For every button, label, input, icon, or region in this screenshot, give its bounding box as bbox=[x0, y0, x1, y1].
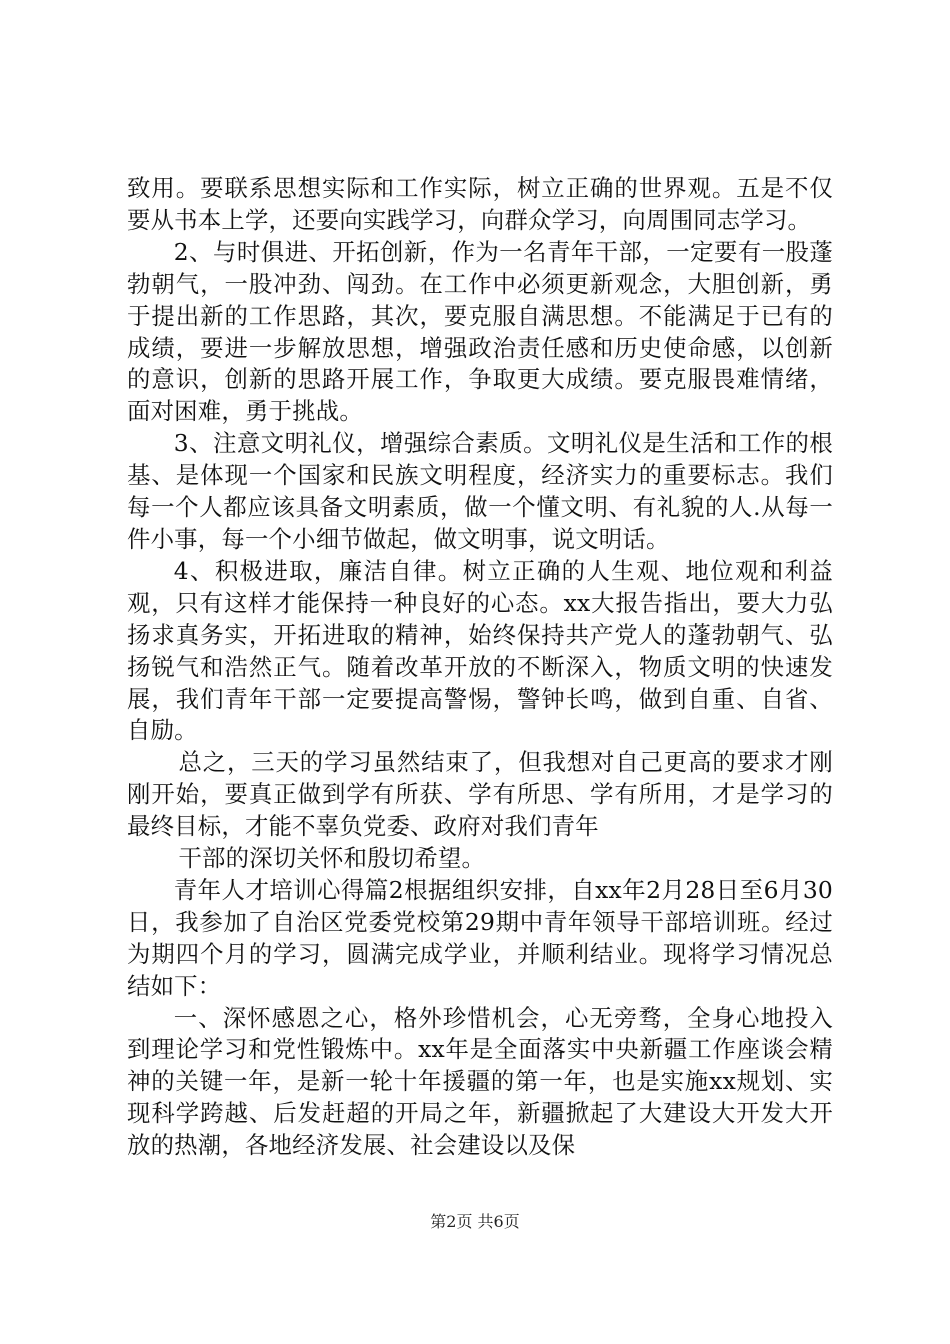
document-body bbox=[127, 173, 833, 1162]
paragraph-summary: 总之，三天的学习虽然结束了，但我想对自己更高的要求才刚刚开始，要真正做到学有所获、学有所思、学有所用，才是学习的最终目标，才能不辜负党委、政府对我们青年 bbox=[127, 748, 833, 841]
paragraph-item-4: 4、积极进取，廉洁自律。树立正确的人生观、地位观和利益观，只有这样才能保持一种良好的心态。xx大报告指出，要大力弘扬求真务实，开拓进取的精神，始终保持共产党人的蓬勃朝气、弘扬锐气和浩然正气。随着改革开放的不断深入，物质文明的快速发展，我们青年干部一定要提高警惕，警钟长鸣，做到自重、自省、自励。 bbox=[127, 556, 833, 745]
paragraph-article-2-intro: 青年人才培训心得篇2根据组织安排，自xx年2月28日至6月30日，我参加了自治区党委党校第29期中青年领导干部培训班。经过为期四个月的学习，圆满完成学业，并顺利结业。现将学习情况总结如下： bbox=[127, 875, 833, 1000]
paragraph-item-2: 2、与时俱进、开拓创新，作为一名青年干部，一定要有一股蓬勃朝气，一股冲劲、闯劲。在工作中必须更新观念，大胆创新，勇于提出新的工作思路，其次，要克服自满思想。不能满足于已有的成绩，要进一步解放思想，增强政治责任感和历史使命感，以创新的意识，创新的思路开展工作，争取更大成绩。要克服畏难情绪，面对困难，勇于挑战。 bbox=[127, 237, 833, 426]
paragraph-summary-end: 干部的深切关怀和殷切希望。 bbox=[178, 844, 486, 873]
paragraph-continuation: 致用。要联系思想实际和工作实际，树立正确的世界观。五是不仅要从书本上学，还要向实践学习，向群众学习，向周围同志学习。 bbox=[127, 174, 833, 234]
paragraph-section-1: 一、深怀感恩之心，格外珍惜机会，心无旁骛，全身心地投入到理论学习和党性锻炼中。xx年是全面落实中央新疆工作座谈会精神的关键一年，是新一轮十年援疆的第一年，也是实施xx规划、实现科学跨越、后发赶超的开局之年，新疆掀起了大建设大开发大开放的热潮，各地经济发展、社会建设以及保 bbox=[127, 1003, 833, 1160]
page-footer: 第2页 共6页 bbox=[430, 1212, 520, 1231]
paragraph-item-3: 3、注意文明礼仪，增强综合素质。文明礼仪是生活和工作的根基、是体现一个国家和民族文明程度，经济实力的重要标志。我们每一个人都应该具备文明素质，做一个懂文明、有礼貌的人.从每一件小事，每一个小细节做起，做文明事，说文明话。 bbox=[127, 429, 833, 553]
